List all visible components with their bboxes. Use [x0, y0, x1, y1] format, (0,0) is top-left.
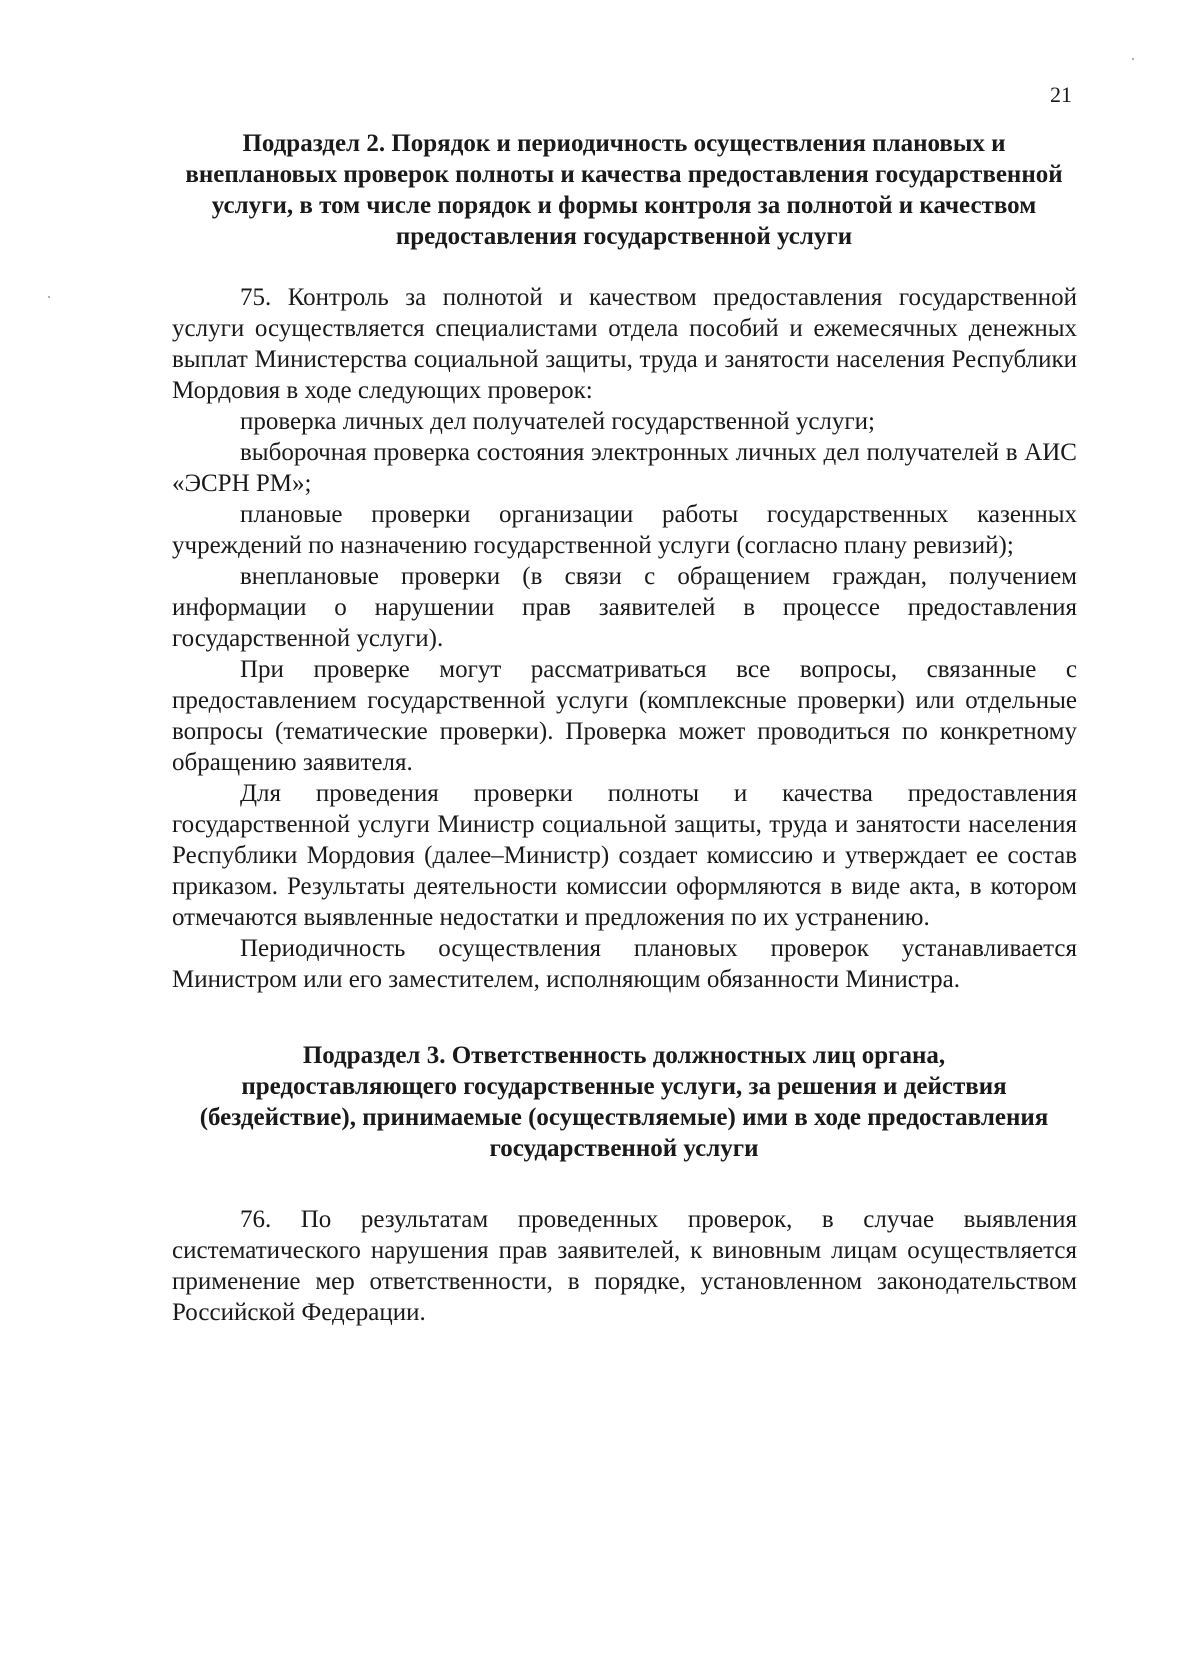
page-number: 21: [1050, 82, 1072, 107]
paragraph-76: 76. По результатам проведенных проверок, в случае выявления систематического нарушения прав заявителей, к виновным лицам осуществляется применение мер ответственности, в порядке, установленном законодательством Российской Федерации.: [172, 1206, 1077, 1326]
list-item: плановые проверки организации работы государственных казенных учреждений по назначению государственной услуги (согласно плану ревизий);: [172, 501, 1077, 559]
paragraph: Периодичность осуществления плановых проверок устанавливается Министром или его заместителем, исполняющим обязанности Министра.: [172, 935, 1077, 993]
list-item: внеплановые проверки (в связи с обращением граждан, получением информации о нарушении прав заявителей в процессе предоставления государственной услуги).: [172, 563, 1077, 652]
scan-speck: [1132, 58, 1134, 60]
subsection-2-body: [172, 282, 1077, 995]
section-spacer: [172, 995, 1077, 1040]
paragraph-75: 75. Контроль за полнотой и качеством предоставления государственной услуги осуществляется специалистами отдела пособий и ежемесячных денежных выплат Министерства социальной защиты, труда и занятости населения Республики Мордовия в ходе следующих проверок:: [172, 284, 1077, 404]
list-item: проверка личных дел получателей государственной услуги;: [240, 408, 875, 435]
subsection-3-heading: Подраздел 3. Ответственность должностных лиц органа, предоставляющего государственные услуги, за решения и действия (бездействие), принимаемые (осуществляемые) ими в ходе предоставления государственной услуги: [199, 1042, 1049, 1162]
subsection-3-body: [172, 1204, 1077, 1328]
document-body: [172, 128, 1077, 1328]
paragraph: При проверке могут рассматриваться все вопросы, связанные с предоставлением государственной услуги (комплексные проверки) или отдельные вопросы (тематические проверки). Проверка может проводиться по конкретному обращению заявителя.: [172, 656, 1077, 776]
scan-speck: [48, 296, 50, 298]
list-item: выборочная проверка состояния электронных личных дел получателей в АИС «ЭСРН РМ»;: [172, 439, 1077, 497]
subsection-2-heading: Подраздел 2. Порядок и периодичность осуществления плановых и внеплановых проверок полноты и качества предоставления государственной услуги, в том числе порядок и формы контроля за полнотой и качеством предоставления государственной услуги: [185, 130, 1063, 250]
paragraph: Для проведения проверки полноты и качества предоставления государственной услуги Министр социальной защиты, труда и занятости населения Республики Мордовия (далее–Министр) создает комиссию и утверждает ее состав приказом. Результаты деятельности комиссии оформляются в виде акта, в котором отмечаются выявленные недостатки и предложения по их устранению.: [172, 780, 1077, 931]
